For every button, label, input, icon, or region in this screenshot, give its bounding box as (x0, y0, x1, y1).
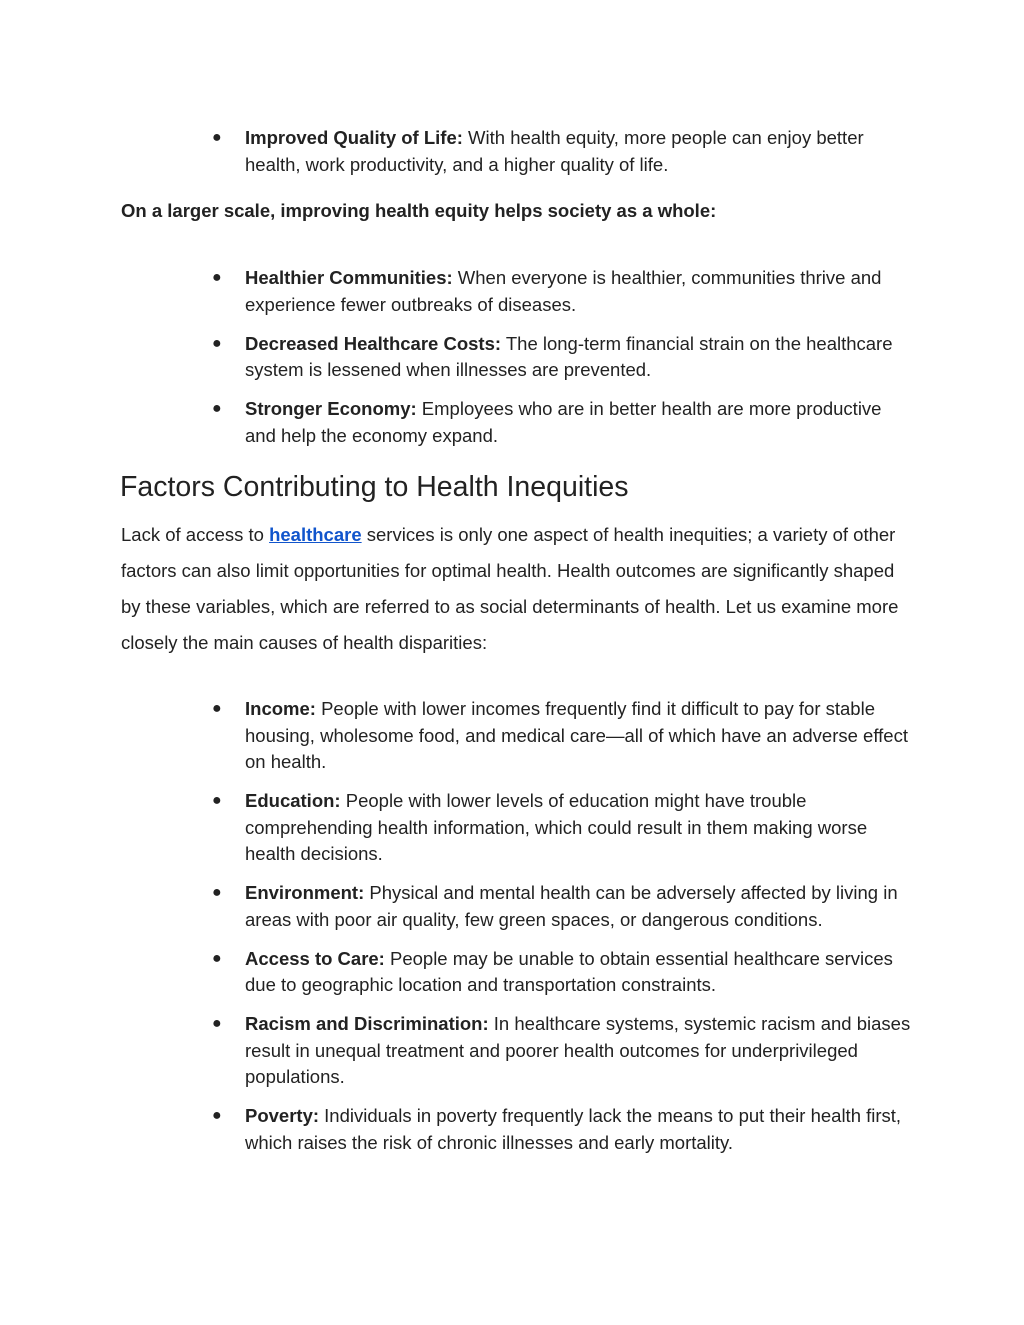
list-item-term: Environment: (245, 882, 365, 903)
list-item (0, 788, 1024, 868)
society-intro: On a larger scale, improving health equity helps society as a whole: (121, 200, 717, 221)
section-heading: Factors Contributing to Health Inequities (120, 471, 629, 503)
list-item-term: Education: (245, 790, 341, 811)
list-item (0, 946, 1024, 999)
list-item-text: Individuals in poverty frequently lack the means to put their health first, which raises the risk of chronic illnesses and early mortality. (245, 1105, 902, 1153)
list-item-term: Decreased Healthcare Costs: (245, 332, 502, 354)
bullet-icon: ● (212, 792, 222, 809)
list-item-text: The long-term financial strain on the healthcare system is lessened when illnesses are prevented. (245, 332, 893, 380)
list-item-term: Healthier Communities: (245, 267, 453, 288)
list-item-term: Racism and Discrimination: (245, 1013, 489, 1034)
bullet-icon: ● (212, 269, 222, 286)
bullet-icon: ● (212, 949, 222, 967)
list-item-term: Income: (245, 698, 316, 719)
list-item (0, 880, 1024, 933)
bullet-icon: ● (212, 1015, 222, 1032)
list-item (0, 1103, 1024, 1156)
factors-list (0, 696, 1024, 1169)
intro-text-after-link: services is only one aspect of health inequities; a variety of other factors can also limit opportunities for optimal health. Health outcomes are significantly shaped by these variables, which are referred to as social determinants of health. Let us examine more closely the main causes of health disparities: (121, 524, 899, 653)
intro-paragraph (121, 517, 911, 661)
list-item-term: Poverty: (245, 1105, 320, 1126)
bullet-icon: ● (212, 334, 222, 352)
list-item-text: People with lower incomes frequently find it difficult to pay for stable housing, wholesome food, and medical care—all of which have an adverse effect on health. (245, 698, 908, 772)
list-item (0, 125, 1024, 178)
bullet-icon: ● (212, 884, 222, 901)
benefits-individual-list (0, 125, 1024, 191)
list-item (0, 331, 1024, 384)
healthcare-link[interactable]: healthcare (269, 524, 362, 545)
list-item (0, 265, 1024, 318)
list-item-text: Employees who are in better health are more productive and help the economy expand. (245, 398, 882, 446)
list-item-text: With health equity, more people can enjoy better health, work productivity, and a higher quality of life. (245, 127, 864, 175)
list-item (0, 696, 1024, 776)
intro-text-before-link: Lack of access to (121, 524, 270, 545)
list-item-term: Improved Quality of Life: (245, 127, 463, 148)
list-item-text: When everyone is healthier, communities thrive and experience fewer outbreaks of diseases. (245, 267, 882, 315)
list-item-term: Stronger Economy: (245, 398, 417, 419)
list-item-text: People with lower levels of education might have trouble comprehending health information, which could result in them making worse health decisions. (245, 790, 868, 864)
list-item-text: Physical and mental health can be adversely affected by living in areas with poor air quality, few green spaces, or dangerous conditions. (245, 882, 898, 930)
list-item-text: In healthcare systems, systemic racism and biases result in unequal treatment and poorer health outcomes for underprivileged populations. (245, 1013, 911, 1087)
list-item-term: Access to Care: (245, 947, 385, 969)
benefits-society-list (0, 265, 1024, 462)
list-item-text: People may be unable to obtain essential healthcare services due to geographic location and transportation constraints. (245, 947, 893, 995)
list-item (0, 396, 1024, 449)
bullet-icon: ● (212, 1107, 222, 1124)
bullet-icon: ● (212, 700, 222, 717)
bullet-icon: ● (212, 129, 222, 146)
list-item (0, 1011, 1024, 1091)
bullet-icon: ● (212, 400, 222, 417)
